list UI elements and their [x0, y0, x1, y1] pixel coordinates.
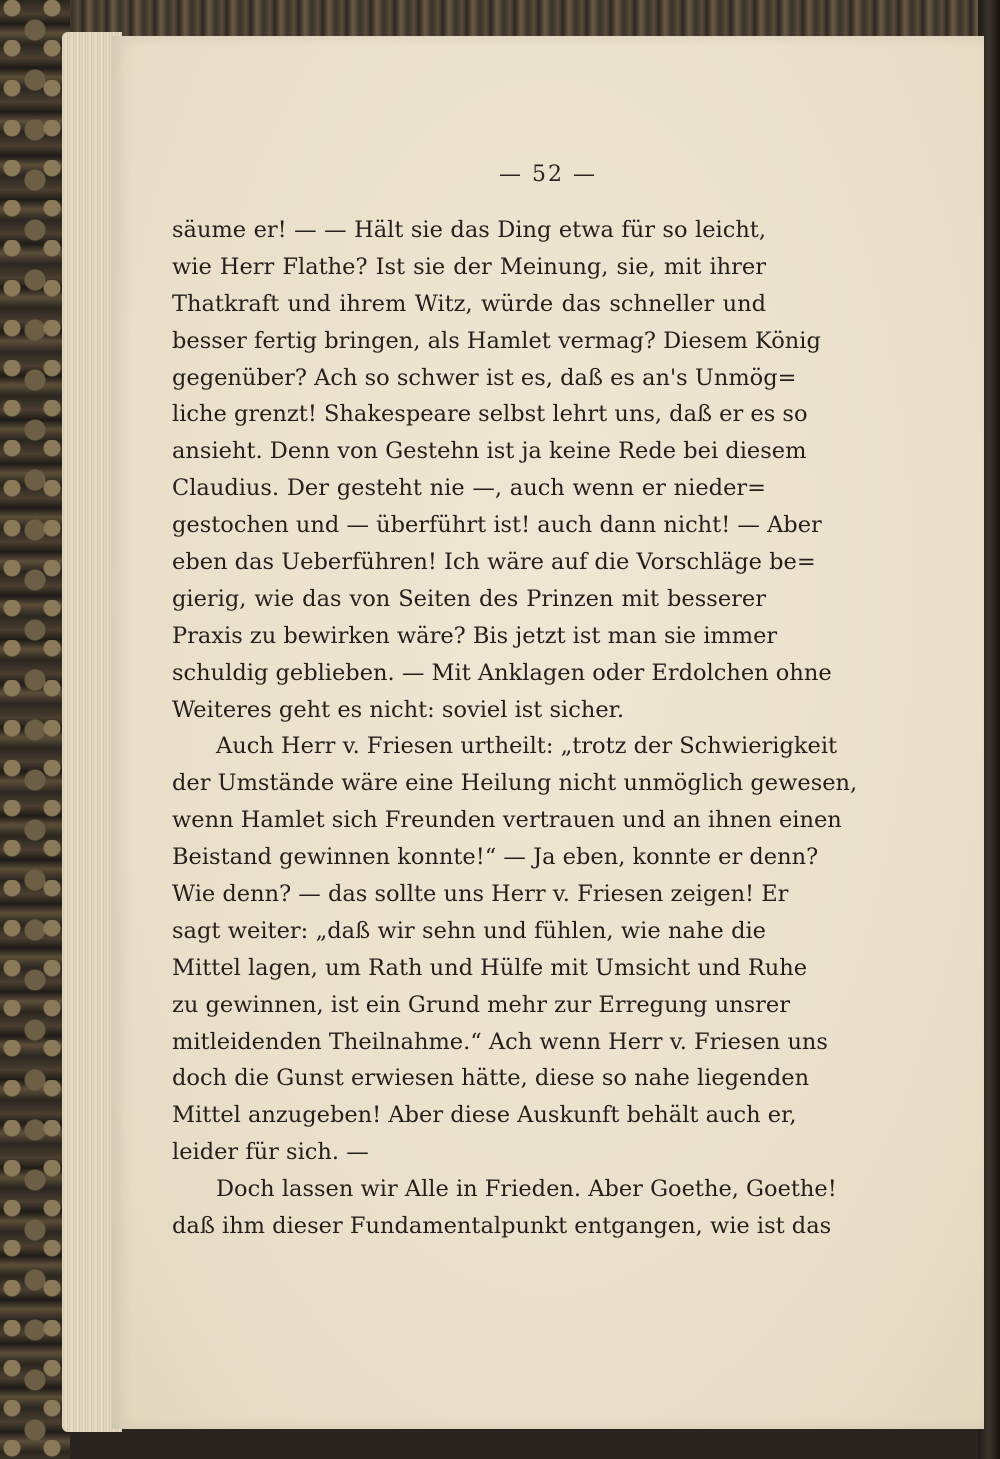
text-line: Doch lassen wir Alle in Frieden. Aber Goethe, Goethe!	[216, 1176, 837, 1203]
text-line: gierig, wie das von Seiten des Prinzen mit besserer	[172, 585, 766, 612]
text-line: besser fertig bringen, als Hamlet vermag? Diesem König	[172, 327, 821, 354]
text-line: Mittel anzugeben! Aber diese Auskunft behält auch er,	[172, 1102, 797, 1129]
body-text	[172, 212, 858, 1245]
text-line: sagt weiter: „daß wir sehn und fühlen, wie nahe die	[172, 917, 766, 944]
text-line: Mittel lagen, um Rath und Hülfe mit Umsicht und Ruhe	[172, 954, 808, 981]
text-line: Weiteres geht es nicht: soviel ist sicher.	[172, 696, 625, 723]
text-line: Thatkraft und ihrem Witz, würde das schneller und	[172, 290, 766, 317]
text-line: Beistand gewinnen konnte!“ — Ja eben, konnte er denn?	[172, 844, 819, 871]
book-cover-left-edge	[0, 0, 70, 1459]
text-line: gegenüber? Ach so schwer ist es, daß es an's Unmög=	[172, 364, 797, 391]
book-cover-top-edge	[0, 0, 1000, 40]
text-line: Praxis zu bewirken wäre? Bis jetzt ist man sie immer	[172, 622, 778, 649]
text-line: Claudius. Der gesteht nie —, auch wenn er nieder=	[172, 475, 766, 502]
text-line: eben das Ueberführen! Ich wäre auf die Vorschläge be=	[172, 549, 816, 576]
text-line: Auch Herr v. Friesen urtheilt: „trotz der Schwierigkeit	[216, 733, 838, 760]
text-line: liche grenzt! Shakespeare selbst lehrt uns, daß er es so	[172, 401, 808, 428]
text-line: ansieht. Denn von Gestehn ist ja keine Rede bei diesem	[172, 438, 807, 465]
text-line: gestochen und — überführt ist! auch dann nicht! — Aber	[172, 512, 822, 539]
text-line: der Umstände wäre eine Heilung nicht unmöglich gewesen,	[172, 770, 858, 797]
text-line: leider für sich. —	[172, 1139, 369, 1166]
text-line: säume er! — — Hält sie das Ding etwa für so leicht,	[172, 217, 766, 243]
text-line: zu gewinnen, ist ein Grund mehr zur Erregung unsrer	[172, 991, 790, 1018]
text-line: daß ihm dieser Fundamentalpunkt entgangen, wie ist das	[172, 1213, 832, 1240]
text-line: Wie denn? — das sollte uns Herr v. Friesen zeigen! Er	[172, 881, 789, 908]
text-line: schuldig geblieben. — Mit Anklagen oder Erdolchen ohne	[172, 659, 832, 686]
text-line: wie Herr Flathe? Ist sie der Meinung, sie, mit ihrer	[172, 253, 766, 280]
text-line: wenn Hamlet sich Freunden vertrauen und an ihnen einen	[172, 807, 842, 834]
text-line: mitleidenden Theilnahme.“ Ach wenn Herr v. Friesen uns	[172, 1028, 828, 1055]
text-line: doch die Gunst erwiesen hätte, diese so nahe liegenden	[172, 1065, 810, 1092]
page-number: — 52 —	[499, 162, 597, 187]
